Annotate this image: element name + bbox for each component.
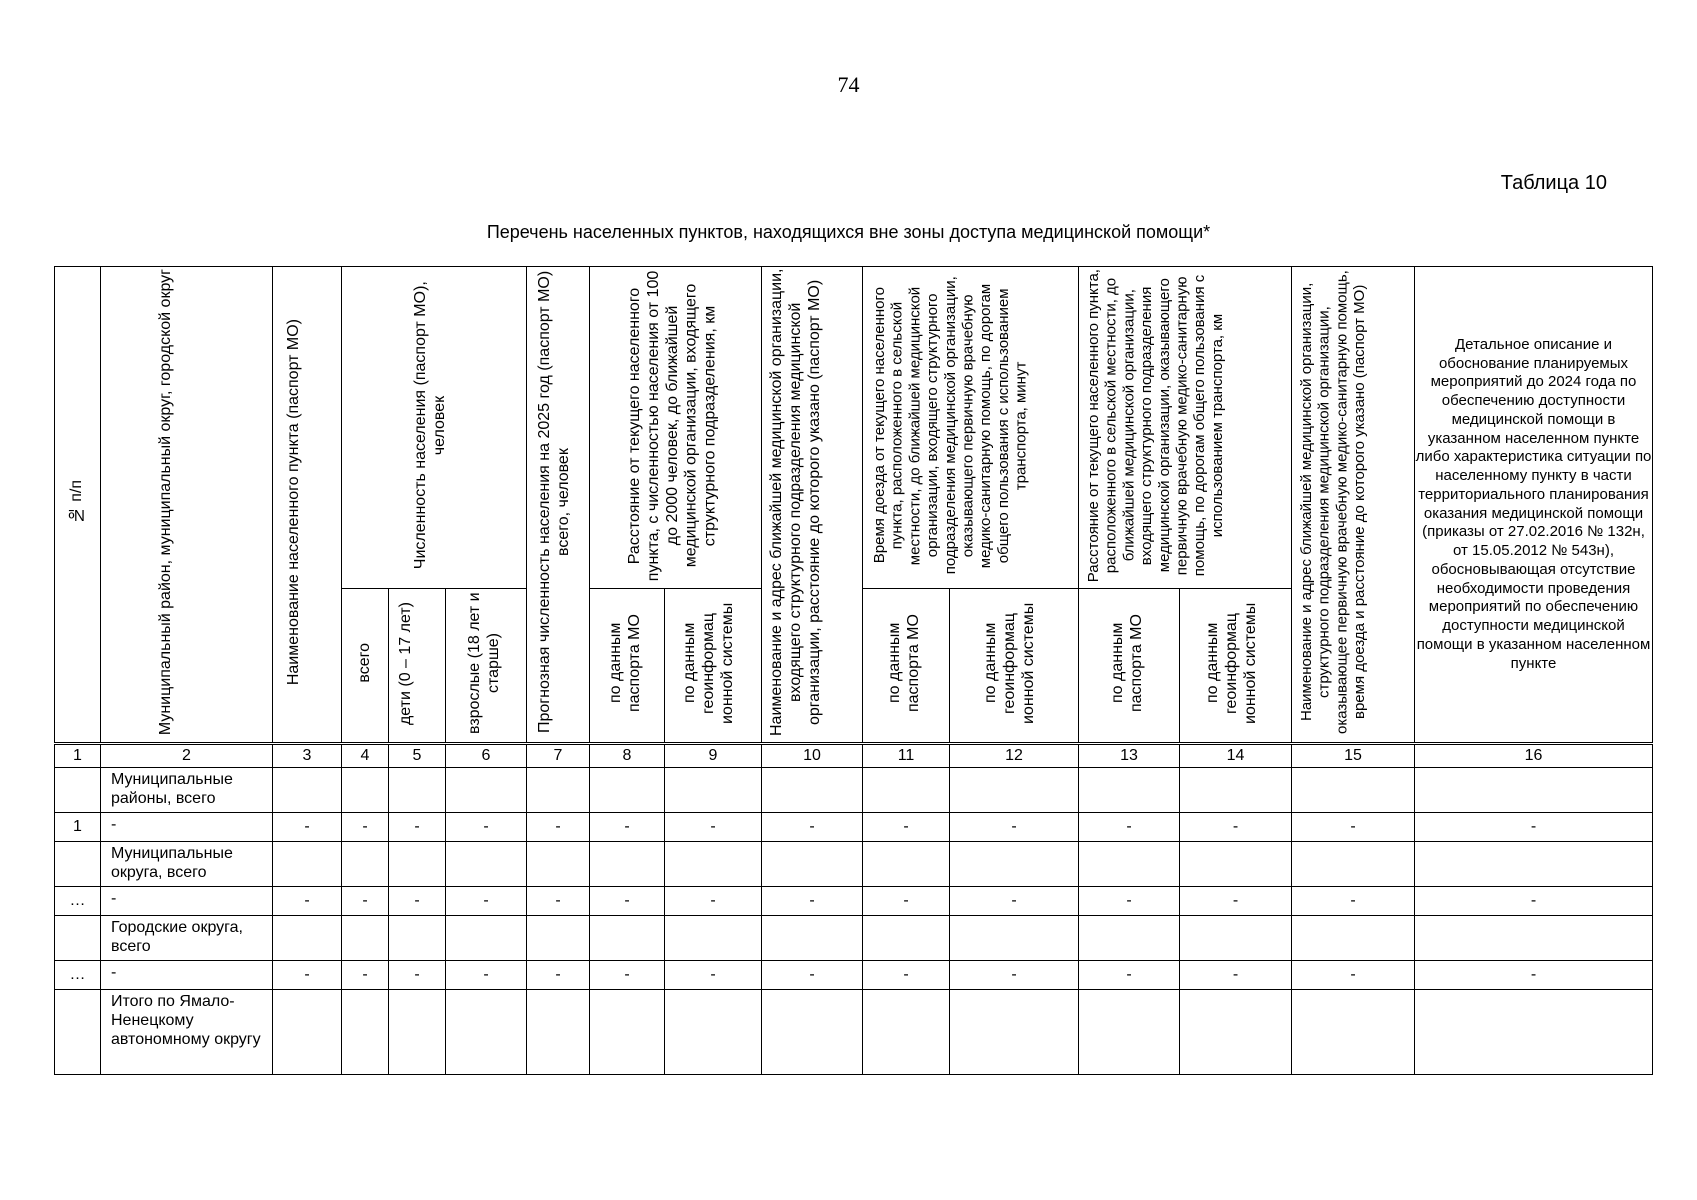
cell-16 (1415, 990, 1653, 1075)
cell-7: - (527, 813, 590, 842)
cell-11 (863, 990, 950, 1075)
header-time-passport: по данным паспорта МО (863, 589, 950, 744)
header-number: № п/п (55, 267, 101, 744)
cell-15: - (1292, 813, 1415, 842)
cell-4: - (342, 887, 389, 916)
column-number: 4 (342, 744, 389, 768)
cell-6: - (446, 961, 527, 990)
cell-15 (1292, 916, 1415, 961)
cell-14 (1180, 768, 1292, 813)
column-number: 1 (55, 744, 101, 768)
cell-3: - (273, 813, 342, 842)
row-name: - (101, 813, 273, 842)
cell-14: - (1180, 813, 1292, 842)
cell-5 (389, 990, 446, 1075)
row-name: - (101, 887, 273, 916)
cell-10: - (762, 887, 863, 916)
cell-12: - (950, 887, 1079, 916)
cell-13 (1079, 916, 1180, 961)
cell-10: - (762, 961, 863, 990)
cell-12 (950, 842, 1079, 887)
cell-12 (950, 916, 1079, 961)
header-travel-time-group: Время доезда от текущего населенного пункта, расположенного в сельской местности, до ближайшей медицинской организации, входящего структурного подразделения медицинской организации, оказывающего первичную врачебную медико-санитарную помощь, по дорогам общего пользования с использованием транспорта, минут (863, 267, 1079, 589)
cell-9: - (665, 887, 762, 916)
table-title: Перечень населенных пунктов, находящихся вне зоны доступа медицинской помощи* (486, 222, 1211, 242)
cell-15 (1292, 768, 1415, 813)
data-table (54, 266, 1653, 1075)
cell-6 (446, 916, 527, 961)
header-distance-passport: по данным паспорта МО (590, 589, 665, 744)
header-nearest-primary: Наименование и адрес ближайшей медицинской организации, структурного подразделения медицинской организации, оказывающее первичную врачебную медико-санитарную помощь, время доезда и расстояние до которого указано (паспорт МО) (1292, 267, 1415, 744)
cell-6 (446, 768, 527, 813)
table-row (55, 842, 1653, 887)
cell-10 (762, 916, 863, 961)
cell-10: - (762, 813, 863, 842)
cell-10 (762, 768, 863, 813)
table-body (55, 768, 1653, 1075)
table-row (55, 990, 1653, 1075)
cell-4 (342, 916, 389, 961)
cell-11 (863, 916, 950, 961)
cell-5 (389, 916, 446, 961)
cell-15: - (1292, 887, 1415, 916)
cell-5 (389, 768, 446, 813)
column-number: 11 (863, 744, 950, 768)
table-row (55, 813, 1653, 842)
cell-8 (590, 768, 665, 813)
cell-14 (1180, 842, 1292, 887)
cell-8: - (590, 961, 665, 990)
cell-11: - (863, 887, 950, 916)
cell-11 (863, 842, 950, 887)
column-number: 10 (762, 744, 863, 768)
cell-9 (665, 916, 762, 961)
cell-11: - (863, 813, 950, 842)
cell-12: - (950, 961, 1079, 990)
cell-7 (527, 768, 590, 813)
cell-9 (665, 990, 762, 1075)
cell-4 (342, 842, 389, 887)
cell-14: - (1180, 887, 1292, 916)
cell-6 (446, 990, 527, 1075)
header-rural-gis: по данным геоинформац ионной системы (1180, 589, 1292, 744)
table-row (55, 768, 1653, 813)
cell-11 (863, 768, 950, 813)
column-number: 16 (1415, 744, 1653, 768)
cell-16 (1415, 768, 1653, 813)
cell-15 (1292, 990, 1415, 1075)
cell-6 (446, 842, 527, 887)
cell-8: - (590, 813, 665, 842)
row-number (55, 990, 101, 1075)
header-total: всего (342, 589, 389, 744)
cell-13 (1079, 990, 1180, 1075)
cell-15 (1292, 842, 1415, 887)
column-number: 3 (273, 744, 342, 768)
column-number: 6 (446, 744, 527, 768)
cell-14 (1180, 916, 1292, 961)
cell-5: - (389, 961, 446, 990)
cell-8 (590, 842, 665, 887)
row-name: Муниципальные районы, всего (101, 768, 273, 813)
table-row (55, 961, 1653, 990)
cell-13: - (1079, 887, 1180, 916)
cell-4 (342, 990, 389, 1075)
cell-8: - (590, 887, 665, 916)
cell-9: - (665, 813, 762, 842)
row-name: Итого по Ямало-Ненецкому автономному округу (101, 990, 273, 1075)
table-row (55, 916, 1653, 961)
cell-3: - (273, 887, 342, 916)
cell-7 (527, 990, 590, 1075)
cell-3 (273, 842, 342, 887)
column-number: 8 (590, 744, 665, 768)
cell-16: - (1415, 887, 1653, 916)
cell-12 (950, 768, 1079, 813)
row-number: 1 (55, 813, 101, 842)
cell-8 (590, 916, 665, 961)
header-description: Детальное описание и обоснование планируемых мероприятий до 2024 года по обеспечению доступности медицинской помощи в указанном населенном пункте либо характеристика ситуации по населенному пункту в части территориального планирования оказания медицинской помощи (приказы от 27.02.2016 № 132н, от 15.05.2012 № 543н), обосновывающая отсутствие необходимости проведения мероприятий по обеспечению доступности медицинской помощи в указанном населенном пункте (1415, 267, 1653, 744)
cell-16: - (1415, 813, 1653, 842)
header-forecast: Прогнозная численность населения на 2025 год (паспорт МО) всего, человек (527, 267, 590, 744)
cell-15: - (1292, 961, 1415, 990)
cell-11: - (863, 961, 950, 990)
column-number: 12 (950, 744, 1079, 768)
cell-13: - (1079, 813, 1180, 842)
cell-7 (527, 916, 590, 961)
column-number: 2 (101, 744, 273, 768)
header-rural-distance-group: Расстояние от текущего населенного пункта, расположенного в сельской местности, до ближайшей медицинской организации, входящего структурного подразделения медицинской организации, оказывающего первичную врачебную медико-санитарную помощь, по дорогам общего пользования с использованием транспорта, км (1079, 267, 1292, 589)
header-settlement: Наименование населенного пункта (паспорт МО) (273, 267, 342, 744)
cell-9 (665, 842, 762, 887)
cell-4: - (342, 813, 389, 842)
header-distance-group: Расстояние от текущего населенного пункта, с численностью населения от 100 до 2000 человек, до ближайшей медицинской организации, входящего структурного подразделения, км (590, 267, 762, 589)
cell-5 (389, 842, 446, 887)
row-name: - (101, 961, 273, 990)
cell-4: - (342, 961, 389, 990)
table-row (55, 887, 1653, 916)
cell-13 (1079, 842, 1180, 887)
header-district: Муниципальный район, муниципальный округ, городской округ (101, 267, 273, 744)
cell-5: - (389, 813, 446, 842)
row-number (55, 916, 101, 961)
cell-6: - (446, 887, 527, 916)
column-number: 5 (389, 744, 446, 768)
column-number: 9 (665, 744, 762, 768)
cell-3 (273, 990, 342, 1075)
cell-7: - (527, 887, 590, 916)
cell-10 (762, 842, 863, 887)
cell-10 (762, 990, 863, 1075)
cell-3 (273, 768, 342, 813)
column-number: 13 (1079, 744, 1180, 768)
cell-9 (665, 768, 762, 813)
page-number: 74 (837, 72, 860, 97)
cell-12 (950, 990, 1079, 1075)
cell-3: - (273, 961, 342, 990)
column-number: 14 (1180, 744, 1292, 768)
cell-13 (1079, 768, 1180, 813)
row-name: Городские округа, всего (101, 916, 273, 961)
cell-12: - (950, 813, 1079, 842)
column-number: 15 (1292, 744, 1415, 768)
cell-6: - (446, 813, 527, 842)
header-adults: взрослые (18 лет и старше) (446, 589, 527, 744)
cell-8 (590, 990, 665, 1075)
cell-16: - (1415, 961, 1653, 990)
row-name: Муниципальные округа, всего (101, 842, 273, 887)
cell-14 (1180, 990, 1292, 1075)
cell-7 (527, 842, 590, 887)
cell-5: - (389, 887, 446, 916)
row-number: … (55, 887, 101, 916)
header-rural-passport: по данным паспорта МО (1079, 589, 1180, 744)
header-distance-gis: по данным геоинформац ионной системы (665, 589, 762, 744)
cell-9: - (665, 961, 762, 990)
cell-13: - (1079, 961, 1180, 990)
cell-4 (342, 768, 389, 813)
row-number: … (55, 961, 101, 990)
header-time-gis: по данным геоинформац ионной системы (950, 589, 1079, 744)
column-number-row (55, 744, 1653, 768)
row-number (55, 768, 101, 813)
header-children: дети (0 – 17 лет) (389, 589, 446, 744)
cell-3 (273, 916, 342, 961)
cell-14: - (1180, 961, 1292, 990)
column-number: 7 (527, 744, 590, 768)
cell-16 (1415, 842, 1653, 887)
header-nearest-mo: Наименование и адрес ближайшей медицинской организации, входящего структурного подразделения медицинской организации, расстояние до которого указано (паспорт МО) (762, 267, 863, 744)
header-population-group: Численность населения (паспорт МО), человек (342, 267, 527, 589)
table-label: Таблица 10 (1500, 172, 1607, 194)
cell-7: - (527, 961, 590, 990)
cell-16 (1415, 916, 1653, 961)
row-number (55, 842, 101, 887)
